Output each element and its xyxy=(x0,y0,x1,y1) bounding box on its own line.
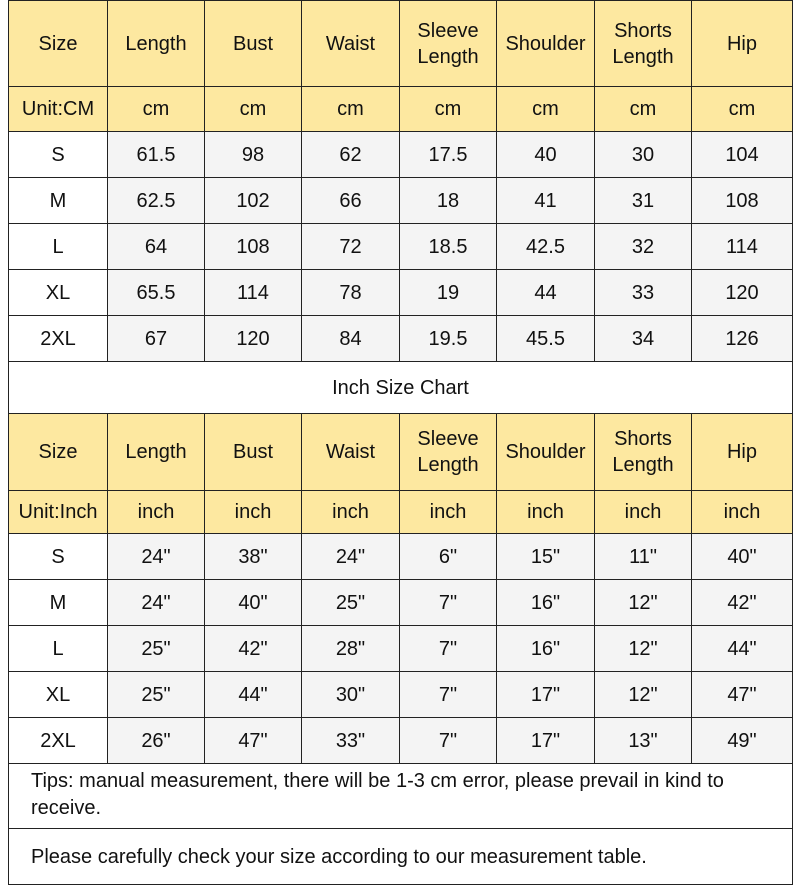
unit-cell: cm xyxy=(497,87,595,132)
header-cell: Hip xyxy=(692,414,793,491)
header-cell: Hip xyxy=(692,1,793,87)
value-cell: 13" xyxy=(595,718,692,764)
unit-row xyxy=(9,87,793,132)
header-cell: Bust xyxy=(205,414,302,491)
value-cell: 42" xyxy=(692,580,793,626)
value-cell: 17" xyxy=(497,672,595,718)
value-cell: 120 xyxy=(205,316,302,362)
header-cell: Sleeve Length xyxy=(400,1,497,87)
header-cell: Waist xyxy=(302,1,400,87)
unit-cell: inch xyxy=(302,491,400,534)
size-cell: XL xyxy=(9,270,108,316)
table-row xyxy=(9,580,793,626)
unit-cell: cm xyxy=(595,87,692,132)
size-chart-table xyxy=(8,0,793,885)
unit-cell: Unit:Inch xyxy=(9,491,108,534)
unit-cell: Unit:CM xyxy=(9,87,108,132)
value-cell: 16" xyxy=(497,626,595,672)
value-cell: 108 xyxy=(692,178,793,224)
value-cell: 17" xyxy=(497,718,595,764)
header-cell: Size xyxy=(9,414,108,491)
value-cell: 114 xyxy=(692,224,793,270)
value-cell: 18.5 xyxy=(400,224,497,270)
value-cell: 38" xyxy=(205,534,302,580)
value-cell: 108 xyxy=(205,224,302,270)
value-cell: 33" xyxy=(302,718,400,764)
value-cell: 62 xyxy=(302,132,400,178)
measurement-note-row xyxy=(9,829,793,885)
unit-cell: cm xyxy=(205,87,302,132)
value-cell: 7" xyxy=(400,580,497,626)
value-cell: 114 xyxy=(205,270,302,316)
value-cell: 84 xyxy=(302,316,400,362)
header-cell: Shoulder xyxy=(497,1,595,87)
value-cell: 67 xyxy=(108,316,205,362)
value-cell: 44 xyxy=(497,270,595,316)
header-cell: Waist xyxy=(302,414,400,491)
measurement-note: Please carefully check your size according to our measurement table. xyxy=(9,829,793,885)
value-cell: 24" xyxy=(108,534,205,580)
table-row xyxy=(9,224,793,270)
header-cell: Shorts Length xyxy=(595,414,692,491)
inch-chart-title-row xyxy=(9,362,793,414)
value-cell: 40 xyxy=(497,132,595,178)
value-cell: 28" xyxy=(302,626,400,672)
value-cell: 30 xyxy=(595,132,692,178)
value-cell: 65.5 xyxy=(108,270,205,316)
unit-cell: cm xyxy=(692,87,793,132)
value-cell: 19 xyxy=(400,270,497,316)
value-cell: 49" xyxy=(692,718,793,764)
value-cell: 24" xyxy=(108,580,205,626)
value-cell: 17.5 xyxy=(400,132,497,178)
header-cell: Shoulder xyxy=(497,414,595,491)
table-row xyxy=(9,132,793,178)
value-cell: 72 xyxy=(302,224,400,270)
value-cell: 47" xyxy=(205,718,302,764)
value-cell: 25" xyxy=(108,672,205,718)
header-row xyxy=(9,1,793,87)
value-cell: 26" xyxy=(108,718,205,764)
value-cell: 47" xyxy=(692,672,793,718)
size-cell: L xyxy=(9,626,108,672)
value-cell: 78 xyxy=(302,270,400,316)
value-cell: 40" xyxy=(692,534,793,580)
unit-cell: inch xyxy=(108,491,205,534)
unit-cell: inch xyxy=(595,491,692,534)
tips-text-row xyxy=(9,764,793,829)
value-cell: 32 xyxy=(595,224,692,270)
value-cell: 15" xyxy=(497,534,595,580)
size-cell: 2XL xyxy=(9,718,108,764)
tips-text: Tips: manual measurement, there will be 1-3 cm error, please prevail in kind to receive. xyxy=(9,764,793,829)
value-cell: 33 xyxy=(595,270,692,316)
header-cell: Size xyxy=(9,1,108,87)
header-cell: Bust xyxy=(205,1,302,87)
value-cell: 16" xyxy=(497,580,595,626)
value-cell: 7" xyxy=(400,718,497,764)
unit-cell: cm xyxy=(108,87,205,132)
size-cell: 2XL xyxy=(9,316,108,362)
value-cell: 120 xyxy=(692,270,793,316)
value-cell: 98 xyxy=(205,132,302,178)
header-cell: Length xyxy=(108,1,205,87)
size-cell: S xyxy=(9,534,108,580)
value-cell: 64 xyxy=(108,224,205,270)
value-cell: 104 xyxy=(692,132,793,178)
value-cell: 45.5 xyxy=(497,316,595,362)
size-cell: M xyxy=(9,580,108,626)
value-cell: 12" xyxy=(595,580,692,626)
header-row xyxy=(9,414,793,491)
value-cell: 25" xyxy=(108,626,205,672)
value-cell: 44" xyxy=(692,626,793,672)
unit-cell: inch xyxy=(497,491,595,534)
size-cell: XL xyxy=(9,672,108,718)
value-cell: 61.5 xyxy=(108,132,205,178)
value-cell: 18 xyxy=(400,178,497,224)
value-cell: 42" xyxy=(205,626,302,672)
value-cell: 41 xyxy=(497,178,595,224)
table-row xyxy=(9,672,793,718)
size-cell: L xyxy=(9,224,108,270)
unit-cell: inch xyxy=(205,491,302,534)
unit-cell: cm xyxy=(400,87,497,132)
value-cell: 24" xyxy=(302,534,400,580)
value-cell: 102 xyxy=(205,178,302,224)
value-cell: 66 xyxy=(302,178,400,224)
value-cell: 31 xyxy=(595,178,692,224)
value-cell: 40" xyxy=(205,580,302,626)
value-cell: 62.5 xyxy=(108,178,205,224)
table-row xyxy=(9,270,793,316)
table-row xyxy=(9,534,793,580)
value-cell: 11" xyxy=(595,534,692,580)
header-cell: Length xyxy=(108,414,205,491)
header-cell: Shorts Length xyxy=(595,1,692,87)
value-cell: 42.5 xyxy=(497,224,595,270)
size-cell: M xyxy=(9,178,108,224)
size-chart-sheet xyxy=(8,0,792,868)
unit-cell: inch xyxy=(692,491,793,534)
table-row xyxy=(9,316,793,362)
inch-chart-title: Inch Size Chart xyxy=(9,362,793,414)
value-cell: 30" xyxy=(302,672,400,718)
value-cell: 6" xyxy=(400,534,497,580)
value-cell: 25" xyxy=(302,580,400,626)
value-cell: 12" xyxy=(595,672,692,718)
value-cell: 7" xyxy=(400,672,497,718)
table-row xyxy=(9,718,793,764)
value-cell: 44" xyxy=(205,672,302,718)
table-row xyxy=(9,178,793,224)
size-cell: S xyxy=(9,132,108,178)
table-row xyxy=(9,626,793,672)
value-cell: 126 xyxy=(692,316,793,362)
value-cell: 7" xyxy=(400,626,497,672)
value-cell: 19.5 xyxy=(400,316,497,362)
unit-cell: cm xyxy=(302,87,400,132)
value-cell: 12" xyxy=(595,626,692,672)
value-cell: 34 xyxy=(595,316,692,362)
header-cell: Sleeve Length xyxy=(400,414,497,491)
unit-cell: inch xyxy=(400,491,497,534)
unit-row xyxy=(9,491,793,534)
